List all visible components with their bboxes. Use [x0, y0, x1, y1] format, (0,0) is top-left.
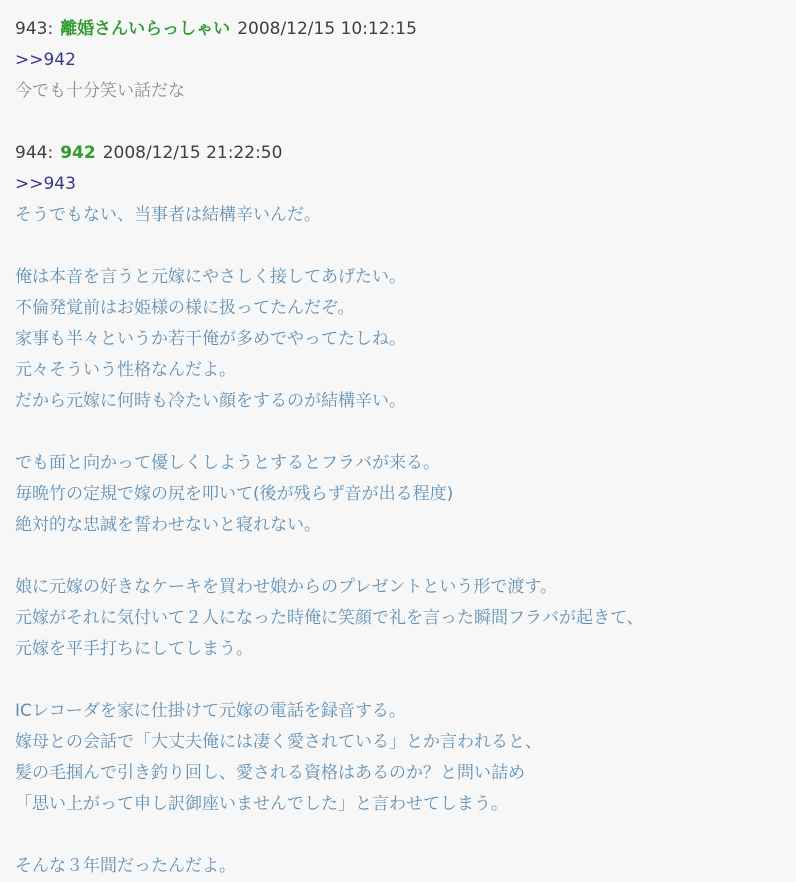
post-body-line: 絶対的な忠誠を誓わせないと寝れない。: [15, 515, 321, 535]
post-body-line: 元々そういう性格なんだよ。: [15, 360, 236, 380]
reply-anchor-link[interactable]: >>943: [15, 174, 76, 194]
post-body-line: 毎晩竹の定規で嫁の尻を叩いて(後が残らず音が出る程度): [15, 484, 454, 504]
post-body-line: そんな３年間だったんだよ。: [15, 856, 236, 876]
post-body-line: ICレコーダを家に仕掛けて元嫁の電話を録音する。: [15, 701, 406, 721]
post-body-line: 不倫発覚前はお姫様の様に扱ってたんだぞ。: [15, 298, 355, 318]
paragraph-separator: [15, 665, 786, 696]
post-body-line: 髪の毛掴んで引き釣り回し、愛される資格はあるのか？と問い詰め: [15, 763, 525, 783]
post-body-line: 俺は本音を言うと元嫁にやさしく接してあげたい。: [15, 267, 406, 287]
post-body-line: 娘に元嫁の好きなケーキを買わせ娘からのプレゼントという形で渡す。: [15, 577, 557, 597]
post-body-line: 元嫁を平手打ちにしてしまう。: [15, 639, 253, 659]
reply-anchor-link[interactable]: >>942: [15, 50, 76, 70]
paragraph-separator: [15, 820, 786, 851]
post-number: 944:: [15, 143, 54, 163]
post-body-line: 「思い上がって申し訳御座いませんでした」と言わせてしまう。: [15, 794, 508, 814]
post-datetime: 2008/12/15 21:22:50: [102, 143, 283, 163]
post-body-line: 今でも十分笑い話だな: [15, 81, 185, 101]
paragraph-separator: [15, 541, 786, 572]
post-body-line: 元嫁がそれに気付いて２人になった時俺に笑顔で礼を言った瞬間フラバが起きて、: [15, 608, 644, 628]
post-body-line: でも面と向かって優しくしようとするとフラバが来る。: [15, 453, 440, 473]
post-header: [15, 14, 786, 45]
post-body-line: そうでもない、当事者は結構辛いんだ。: [15, 205, 321, 225]
post-header: [15, 138, 786, 169]
post-datetime: 2008/12/15 10:12:15: [237, 19, 417, 39]
post-number: 943:: [15, 19, 54, 39]
post-body-line: 家事も半々というか若干俺が多めでやってたしね。: [15, 329, 406, 349]
post-anchor-line: [15, 169, 786, 200]
post: [15, 138, 786, 882]
paragraph-separator: [15, 231, 786, 262]
post-body-line: 嫁母との会話で「大丈夫俺には凄く愛されている」とか言われると、: [15, 732, 542, 752]
paragraph-separator: [15, 417, 786, 448]
post-author-name: 離婚さんいらっしゃい: [60, 19, 231, 39]
post-author-name: 942: [60, 143, 96, 163]
post: [15, 14, 786, 107]
post-anchor-line: [15, 45, 786, 76]
post-body-line: だから元嫁に何時も冷たい顔をするのが結構辛い。: [15, 391, 406, 411]
post-separator: [15, 107, 786, 138]
